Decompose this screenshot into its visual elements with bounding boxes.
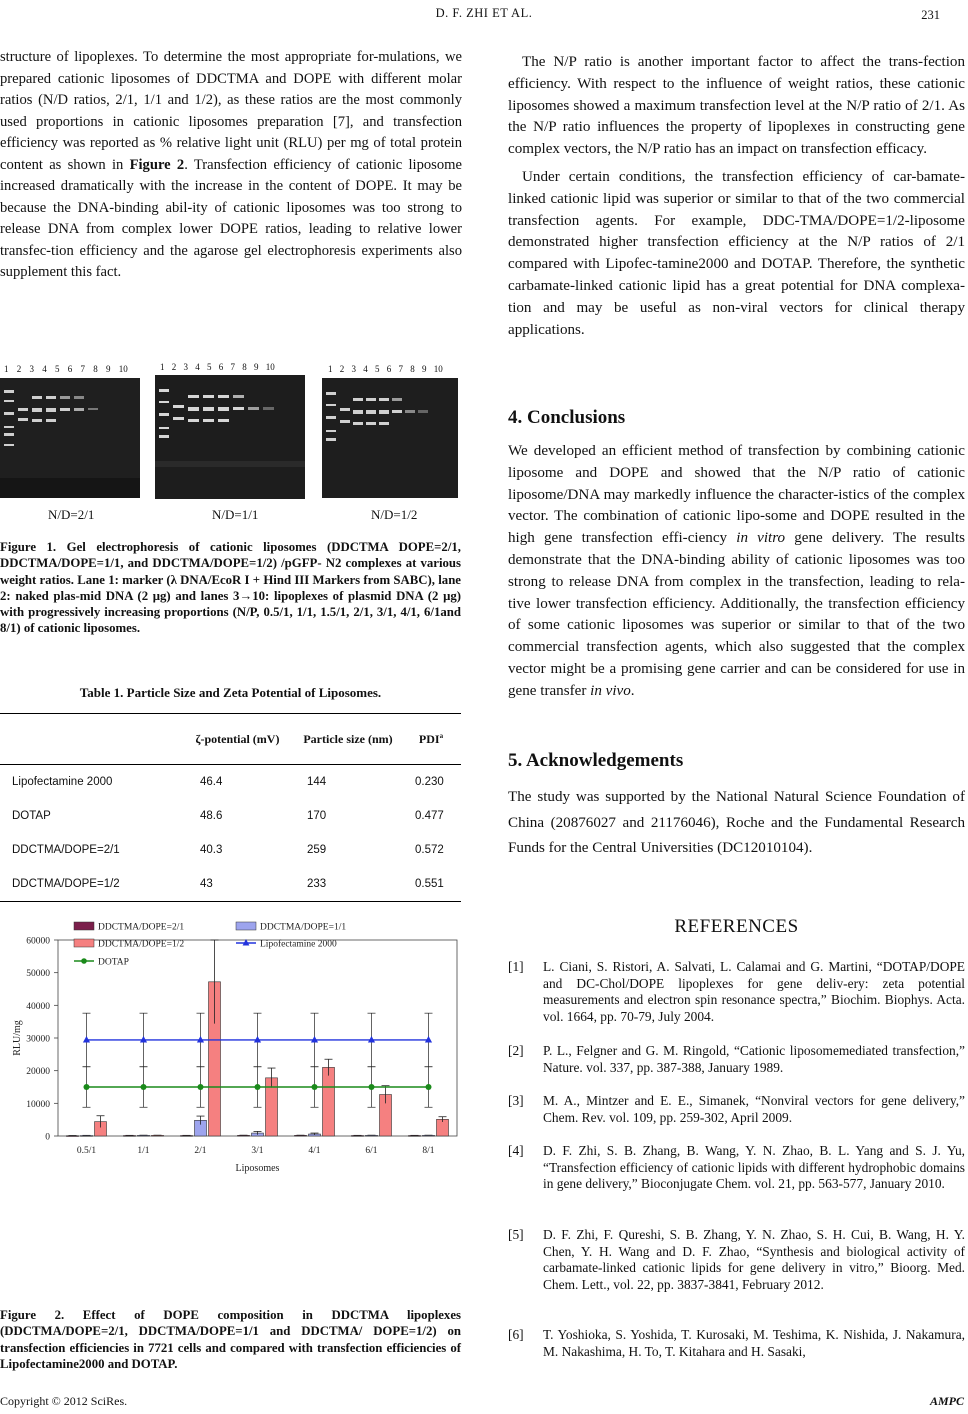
legend-label: DDCTMA/DOPE=1/1 (260, 922, 347, 933)
reference-item: [3] M. A., Mintzer and E. E., Simanek, “Nonviral vectors for gene delivery,” Chem. Rev. vol. 109, pp. 259-302, April 2009. (508, 1093, 965, 1125)
table-cell: 46.4 (200, 776, 223, 788)
table-cell: 40.3 (200, 844, 223, 856)
x-axis-label: Liposomes (235, 1163, 280, 1174)
reference-item: [2] P. L., Felgner and G. M. Ringold, “Cationic liposomemediated transfection,” Nature. vol. 337, pp. 387-388, January 1989. (508, 1043, 965, 1075)
y-tick-label: 20000 (26, 1067, 50, 1078)
y-tick-label: 30000 (26, 1034, 50, 1045)
table-cell: 0.230 (415, 776, 444, 788)
table-cell: 170 (307, 810, 327, 822)
gel-image-nd-2-1 (0, 378, 140, 498)
x-tick-label: 4/1 (308, 1146, 321, 1156)
reference-item: [1] L. Ciani, S. Ristori, A. Salvati, L. Calamai and G. Martini, “DOTAP/DOPE and DC-Chol/DOPE lipoplexes for gene deliv-ery: zeta potential measurements and electron spin resonance spectra,” Biochim. Biophys. Acta. vol. 1664, pp. 70-79, July 2004. (508, 959, 965, 1024)
running-head: D. F. ZHI ET AL. (435, 6, 533, 20)
figure-2-chart (0, 916, 462, 1180)
table-cell: Lipofectamine 2000 (12, 776, 113, 788)
table-header-row (0, 714, 461, 765)
data-point (141, 1084, 147, 1090)
paragraph-text: . Transfection efficiency of cationic liposome increased dramatically with the increase in the content of DOPE. It may be because the DNA-binding abil-ity of cationic liposomes was too strong to release DNA from complex lower DOPE ratios, leading to relative lower transfec-tion efficiency and the agarose gel electrophoresis experiments also supplement this fact. (0, 156, 462, 280)
figure-1-caption: Figure 1. Gel electrophoresis of cationic liposomes (DDCTMA DOPE=2/1, DDCTMA/DOPE=1/1, and DDCTMA/DOPE=1/2) /pGFP- N2 complexes at various weight ratios. Lane 1: marker (λ DNA/EcoR I + Hind III Markers from SABC), lane 2: naked plas-mid DNA (2 μg) and lanes 3→10: lipoplexes of plasmid DNA (2 μg) with progressively increasing proportions (N/P, 0.5/1, 1/1, 1.5/1, 2/1, 3/1, 4/1, 6/1and 8/1) of cationic liposomes. (0, 540, 461, 636)
legend-swatch (74, 922, 94, 930)
data-point (140, 1036, 147, 1043)
references-heading: REFERENCES (674, 916, 799, 937)
figure-ref: Figure 2 (129, 156, 185, 173)
legend-label: Lipofectamine 2000 (260, 939, 337, 950)
table-cell: 0.477 (415, 810, 444, 822)
table-cell: 43 (200, 878, 213, 890)
reference-item: [6] T. Yoshioka, S. Yoshida, T. Kurosaki, M. Teshima, K. Nishida, J. Nakamura, M. Nakashima, H. To, T. Kitahara and H. Sasaki, (508, 1327, 965, 1359)
table-cell: 48.6 (200, 810, 223, 822)
y-axis-label: RLU/mg (12, 1020, 23, 1056)
x-tick-label: 6/1 (365, 1146, 378, 1156)
data-point (83, 1036, 90, 1043)
table-cell: 233 (307, 878, 327, 890)
data-point (84, 1084, 90, 1090)
gel-label-nd-1-2: N/D=1/2 (371, 507, 418, 522)
table-header-cell (0, 714, 180, 765)
conclusions-paragraph: We developed an efficient method of transfection by combining cationic liposome and DOPE and showed that the N/P ratio of cationic liposome/DNA may markedly influence the character-istics of the complex vector. The combination of cationic lipo-some and DOPE resulted in the high gene transfection effi-ciency in vitro gene delivery. The results demonstrate that the DNA-binding ability of cationic liposomes was too strong to release DNA from complex in the transfection, leading to rela-tive lower transfection efficiency. Additionally, the transfection efficiency of some cationic liposomes was superior or similar to that of the two commercial transfection agents, which also suggested that the complex vector might be a promising gene carrier and can be considered for use in gene transfer in vivo. (508, 443, 966, 699)
gel-label-nd-1-1: N/D=1/1 (212, 507, 259, 522)
x-tick-label: 1/1 (137, 1146, 150, 1156)
table-cell: DDCTMA/DOPE=2/1 (12, 844, 120, 856)
data-point (311, 1036, 318, 1043)
table-header-cell: ζ-potential (mV) (195, 732, 280, 746)
legend-label: DDCTMA/DOPE=2/1 (98, 922, 185, 933)
acknowledgements-heading: 5. Acknowledgements (508, 750, 684, 771)
y-tick-label: 40000 (26, 1001, 50, 1012)
left-body-paragraph (0, 47, 462, 284)
table-cell: DDCTMA/DOPE=1/2 (12, 878, 120, 890)
gel-image-nd-1-1 (155, 375, 305, 499)
conclusions-heading: 4. Conclusions (508, 407, 626, 428)
footer-copyright: Copyright © 2012 SciRes. (0, 1394, 128, 1408)
table-1-title: Table 1. Particle Size and Zeta Potential of Liposomes. (79, 685, 382, 700)
y-tick-label: 60000 (26, 936, 50, 947)
data-point (368, 1036, 375, 1043)
table-1 (0, 713, 461, 902)
paragraph-text: structure of lipoplexes. To determine the most appropriate for-mulations, we prepared cationic liposomes of DDCTMA and DOPE with different molar ratios (N/D ratios, 2/1, 1/1 and 1/2), as these ratios are the most commonly used proportions in cationic liposomes preparation [7], and transfection efficiency was reported as % relative light unit (RLU) per mg of total protein content as shown in (0, 49, 462, 173)
paragraph-text: The N/P ratio is another important factor to affect the trans-fection efficiency. With respect to the influence of weight ratios, these cationic liposomes showed a maximum transfection level at the N/P ratio of 2/1. As the N/P ratio influences the property of lipoplexes in constructing gene complex vectors, the N/P ratio has an impact on transfection efficacy. (508, 54, 965, 158)
gel-lane-numbers: 1 2 3 4 5 6 7 8 9 10 (4, 364, 128, 374)
gel-lane-numbers: 1 2 3 4 5 6 7 8 9 10 (160, 362, 275, 372)
x-tick-label: 3/1 (251, 1146, 264, 1156)
x-tick-label: 8/1 (422, 1146, 435, 1156)
reference-item: [4] D. F. Zhi, S. B. Zhang, B. Wang, Y. N. Zhao, B. L. Yang and S. J. Yu, “Transfection efficiency of cationic lipids with different hydrophobic domains in gene delivery,” Bioconjugate Chem. vol. 21, pp. 563-577, January 2010. (508, 1143, 965, 1192)
legend-swatch (236, 922, 256, 930)
table-cell: DOTAP (12, 810, 51, 822)
gel-label-nd-2-1: N/D=2/1 (48, 507, 95, 522)
data-point (312, 1084, 318, 1090)
table-cell: 144 (307, 776, 327, 788)
data-point (198, 1084, 204, 1090)
table-row (0, 867, 461, 902)
figure-2-caption: Figure 2. Effect of DOPE composition in DDCTMA lipoplexes (DDCTMA/DOPE=2/1, DDCTMA/DOPE=1/1 and DDCTMA/ DOPE=1/2) on transfection efficiencies in 7721 cells and compared with transfection efficiencies of Lipofectamine2000 and DOTAP. (0, 1308, 461, 1371)
table-row (0, 765, 461, 800)
data-point (197, 1036, 204, 1043)
table-header-cell: Particle size (nm) (303, 732, 393, 746)
table-cell: 259 (307, 844, 327, 856)
data-point (425, 1036, 432, 1043)
data-point (426, 1084, 432, 1090)
footer-journal: AMPC (929, 1394, 964, 1408)
legend-marker (81, 958, 87, 964)
table-cell: 0.551 (415, 878, 444, 890)
y-tick-label: 0 (45, 1132, 50, 1143)
page-number: 231 (921, 8, 940, 22)
data-point (254, 1036, 261, 1043)
y-tick-label: 50000 (26, 969, 50, 980)
table-cell: 0.572 (415, 844, 444, 856)
legend-label: DDCTMA/DOPE=1/2 (98, 939, 185, 950)
table-row (0, 799, 461, 833)
x-tick-label: 0.5/1 (76, 1146, 97, 1156)
acknowledgements-paragraph: The study was supported by the National Natural Science Foundation of China (20876027 and 21176046), Roche and the Fundamental Research Funds for the Central Universities (DC12010104). (508, 789, 965, 857)
legend-label: DOTAP (98, 957, 129, 968)
gel-lane-numbers: 1 2 3 4 5 6 7 8 9 10 (328, 364, 443, 374)
data-point (369, 1084, 375, 1090)
gel-image-nd-1-2 (322, 378, 458, 498)
table-row (0, 833, 461, 867)
legend-swatch (74, 939, 94, 947)
table-header-cell: PDI$^a$ (418, 731, 444, 746)
reference-item: [5] D. F. Zhi, F. Qureshi, S. B. Zhang, Y. N. Zhao, S. H. Cui, B. Wang, H. Y. Chen, Y. H. Wang and D. F. Zhao, “Synthesis and biological activity of carbamate-linked cationic lipids for gene delivery in vitro,” Bioorg. Med. Chem. Lett., vol. 22, pp. 3837-3841, February 2012. (508, 1227, 965, 1292)
x-tick-label: 2/1 (194, 1146, 207, 1156)
y-tick-label: 10000 (26, 1099, 50, 1110)
paragraph-text: Under certain conditions, the transfection efficiency of car-bamate-linked cationic lipid was superior or similar to that of the two commercial transfection agents. For example, DDC-TMA/DOPE=1/2-liposome demonstrated higher transfection efficiency at the N/P ratios of 2/1 compared with Lipofec-tamine2000 and DOTAP. Therefore, the synthetic carbamate-linked cationic lipid has a great potential for DNA complexa-tion and may be useful as non-viral vectors for clinical therapy applications. (508, 168, 965, 338)
bar-ddctma-dope-1-2 (323, 1067, 335, 1136)
data-point (255, 1084, 261, 1090)
right-body-paragraph (508, 52, 965, 341)
